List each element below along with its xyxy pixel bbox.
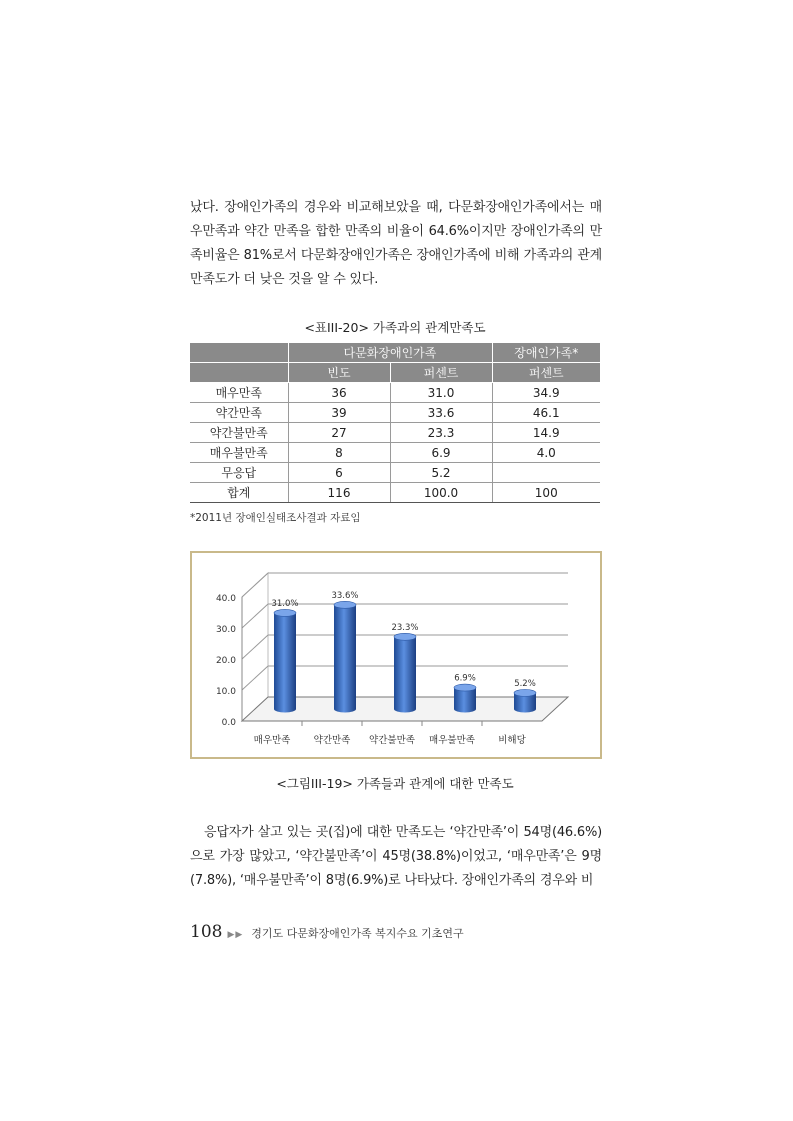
figure-caption: <그림III-19> 가족들과 관계에 대한 만족도 xyxy=(276,776,514,791)
cell-frequency: 39 xyxy=(288,403,390,423)
cell-percent: 6.9 xyxy=(390,443,492,463)
row-label: 무응답 xyxy=(190,463,288,483)
table-row xyxy=(190,423,600,443)
sub-header-percent-2: 퍼센트 xyxy=(492,363,600,383)
cell-percent: 5.2 xyxy=(390,463,492,483)
data-label: 31.0% xyxy=(271,598,299,609)
bar-top xyxy=(274,609,296,616)
y-tick-label: 40.0 xyxy=(215,594,236,604)
cell-frequency: 27 xyxy=(288,423,390,443)
cell-percent-ref: 100 xyxy=(492,483,600,503)
row-label: 매우불만족 xyxy=(190,443,288,463)
row-label: 합계 xyxy=(190,483,288,503)
page-footer xyxy=(190,922,464,944)
relationship-satisfaction-table xyxy=(190,343,600,503)
data-label: 5.2% xyxy=(514,678,536,689)
data-label: 33.6% xyxy=(331,590,359,601)
bar-top xyxy=(514,689,536,696)
cell-percent: 100.0 xyxy=(390,483,492,503)
table-sub-header-row xyxy=(190,363,600,383)
cell-percent-ref: 4.0 xyxy=(492,443,600,463)
x-tick-label: 약간만족 xyxy=(313,735,351,746)
y-tick-label: 10.0 xyxy=(215,687,236,697)
sub-header-blank xyxy=(190,363,288,383)
y-tick-label: 20.0 xyxy=(215,656,236,666)
cell-percent: 23.3 xyxy=(390,423,492,443)
cell-percent-ref: 14.9 xyxy=(492,423,600,443)
row-label: 약간만족 xyxy=(190,403,288,423)
x-tick-label: 비해당 xyxy=(498,735,526,746)
bar xyxy=(274,613,296,713)
table-row xyxy=(190,443,600,463)
bar-top xyxy=(334,601,356,608)
cell-frequency: 8 xyxy=(288,443,390,463)
x-tick-label: 약간불만족 xyxy=(369,735,415,746)
cell-percent: 33.6 xyxy=(390,403,492,423)
table-total-row xyxy=(190,483,600,503)
cell-frequency: 36 xyxy=(288,383,390,403)
running-title: 경기도 다문화장애인가족 복지수요 기초연구 xyxy=(251,927,464,940)
x-tick-label: 매우만족 xyxy=(253,735,291,746)
table-corner-cell xyxy=(190,343,288,363)
body-paragraph-2: 응답자가 살고 있는 곳(집)에 대한 만족도는 ‘약간만족’이 54명(46.6%)으로 가장 많았고, ‘약간불만족’이 45명(38.8%)이었고, ‘매우만족’은 9명(7.8%), ‘매우불만족’이 8명(6.9%)로 나타났다. 장애인가족의 경우와 비 xyxy=(190,825,602,888)
cell-percent-ref: 46.1 xyxy=(492,403,600,423)
cell-percent: 31.0 xyxy=(390,383,492,403)
bar-top xyxy=(454,684,476,691)
row-label: 약간불만족 xyxy=(190,423,288,443)
group-header-disabled-family: 장애인가족* xyxy=(492,343,600,363)
data-label: 23.3% xyxy=(391,622,419,633)
bar-chart xyxy=(192,553,600,757)
group-header-multicultural: 다문화장애인가족 xyxy=(288,343,492,363)
bar xyxy=(334,605,356,713)
cell-percent-ref xyxy=(492,463,600,483)
double-arrow-icon: ▶▶ xyxy=(227,930,244,940)
page-number: 108 xyxy=(190,922,223,942)
y-tick-label: 0.0 xyxy=(221,718,236,728)
table-row xyxy=(190,383,600,403)
cell-frequency: 116 xyxy=(288,483,390,503)
bar-top xyxy=(394,633,416,640)
table-caption: <표III-20> 가족과의 관계만족도 xyxy=(304,320,486,335)
row-label: 매우만족 xyxy=(190,383,288,403)
bar-chart-frame xyxy=(190,551,602,759)
body-paragraph-1: 났다. 장애인가족의 경우와 비교해보았을 때, 다문화장애인가족에서는 매우만족과 약간 만족을 합한 만족의 비율이 64.6%이지만 장애인가족의 만족비율은 81%로서 다문화장애인가족은 장애인가족에 비해 가족과의 관계만족도가 더 낮은 것을 알 수 있다. xyxy=(190,200,602,287)
table-group-header-row xyxy=(190,343,600,363)
data-label: 6.9% xyxy=(454,673,476,684)
sub-header-frequency: 빈도 xyxy=(288,363,390,383)
sub-header-percent: 퍼센트 xyxy=(390,363,492,383)
table-row xyxy=(190,403,600,423)
cell-percent-ref: 34.9 xyxy=(492,383,600,403)
table-row xyxy=(190,463,600,483)
x-tick-label: 매우불만족 xyxy=(429,735,475,746)
table-note: *2011년 장애인실태조사결과 자료임 xyxy=(190,512,361,524)
cell-frequency: 6 xyxy=(288,463,390,483)
y-tick-label: 30.0 xyxy=(215,625,236,635)
bar xyxy=(394,637,416,713)
